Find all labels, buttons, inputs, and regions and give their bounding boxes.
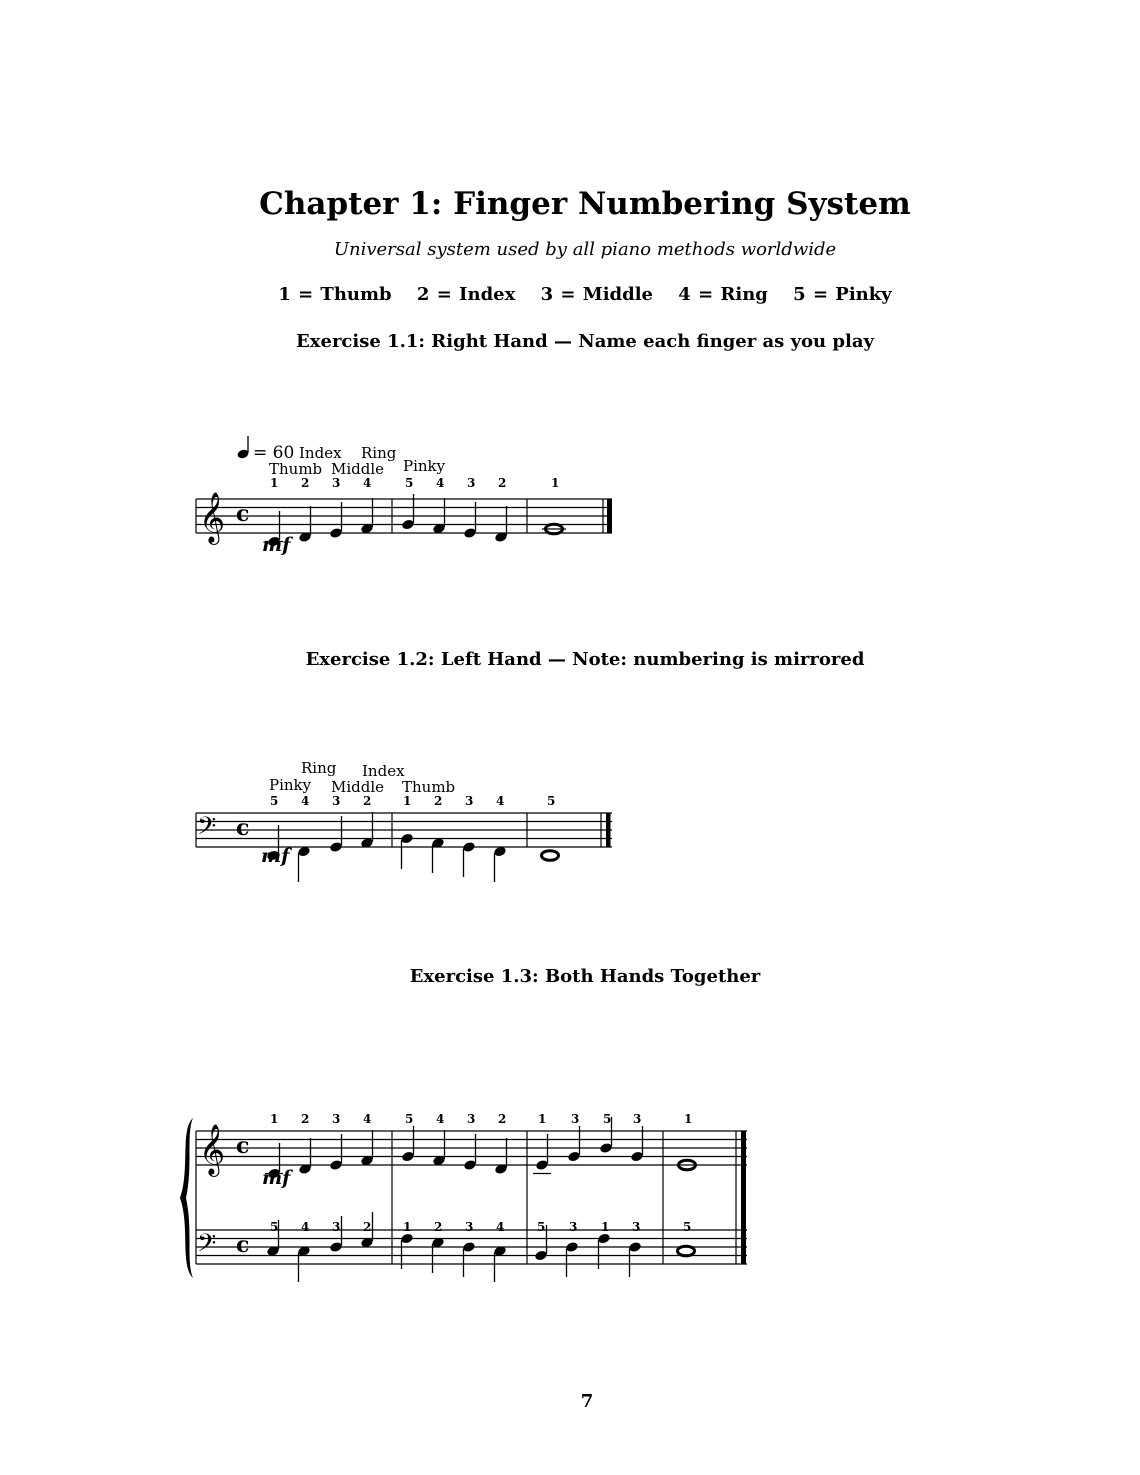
finger-name-label: Thumb <box>402 778 456 796</box>
fingering-number: 1 <box>270 1112 279 1126</box>
legend-item-ring: 4 = Ring <box>678 284 768 305</box>
exercise-1-1-heading: Exercise 1.1: Right Hand — Name each finger as you play <box>296 331 874 352</box>
fingering-number: 3 <box>571 1112 580 1126</box>
fingering-number: 2 <box>363 794 372 808</box>
whole-note-c3 <box>542 851 559 861</box>
treble-fingering <box>270 1112 692 1126</box>
bass-clef-icon: 𝄢 <box>197 812 217 847</box>
common-time-icon: c <box>236 815 250 841</box>
whole-note-c4 <box>542 524 566 534</box>
page-number: 7 <box>580 1391 594 1412</box>
finger-name-label: Pinky <box>403 457 446 475</box>
legend-item-pinky: 5 = Pinky <box>793 284 892 305</box>
brace-icon <box>180 1118 193 1278</box>
fingering-number: 4 <box>436 1112 445 1126</box>
fingering-number: 5 <box>270 794 279 808</box>
fingering-number: 4 <box>496 1220 505 1234</box>
treble-clef-icon: 𝄞 <box>199 1124 226 1175</box>
finger-name-label: Middle <box>331 460 385 478</box>
common-time-icon: c <box>236 1232 250 1258</box>
finger-name-label: Middle <box>331 778 385 796</box>
fingering-number: 1 <box>403 794 412 808</box>
fingering-number: 1 <box>538 1112 547 1126</box>
fingering-number: 5 <box>547 794 556 808</box>
note-e3 <box>462 1241 476 1277</box>
treble-clef-icon: 𝄞 <box>199 492 226 543</box>
finger-name-label: Pinky <box>269 776 312 794</box>
tempo-text: = 60 <box>253 443 295 463</box>
fingering-number: 4 <box>436 476 445 490</box>
legend-item-thumb: 1 = Thumb <box>278 284 392 305</box>
fingering-number: 1 <box>403 1220 412 1234</box>
fingering-number: 3 <box>633 1112 642 1126</box>
finger-name-label: Index <box>362 762 405 780</box>
tempo-marking <box>236 436 294 463</box>
finger-name-label: Ring <box>361 444 397 462</box>
fingering-number: 3 <box>332 794 341 808</box>
finger-name-label: Ring <box>301 759 337 777</box>
note-e3 <box>565 1241 579 1277</box>
fingering-number: 1 <box>684 1112 693 1126</box>
fingering-number: 1 <box>551 476 560 490</box>
fingering-number: 3 <box>569 1220 578 1234</box>
fingering-number: 4 <box>301 1220 310 1234</box>
dynamic-mf: mf <box>262 534 291 556</box>
chapter-title: Chapter 1: Finger Numbering System <box>259 186 911 222</box>
note-f3 <box>431 1237 445 1273</box>
fingering-number: 2 <box>363 1220 372 1234</box>
note-e3 <box>628 1241 642 1277</box>
finger-name-label: Thumb <box>269 460 323 478</box>
fingering-number: 3 <box>465 794 474 808</box>
exercise-1-3-heading: Exercise 1.3: Both Hands Together <box>409 966 761 987</box>
fingering-number: 3 <box>332 476 341 490</box>
note-d3 <box>493 846 507 882</box>
chapter-subtitle: Universal system used by all piano methods worldwide <box>333 239 837 260</box>
common-time-icon: c <box>236 1133 250 1159</box>
fingering-number: 2 <box>498 1112 507 1126</box>
fingering-number: 2 <box>301 1112 310 1126</box>
fingering-number: 3 <box>467 476 476 490</box>
fingering-number: 2 <box>434 1220 443 1234</box>
fingering-number: 5 <box>270 1220 279 1234</box>
common-time-icon: c <box>236 501 250 527</box>
fingering-number: 4 <box>301 794 310 808</box>
fingering-number: 5 <box>683 1220 692 1234</box>
exercise-1-2-heading: Exercise 1.2: Left Hand — Note: numbering is mirrored <box>305 649 865 670</box>
fingering-number: 4 <box>363 1112 372 1126</box>
legend-item-index: 2 = Index <box>416 284 516 305</box>
fingering-number: 3 <box>632 1220 641 1234</box>
note-f3 <box>431 837 445 873</box>
note-d3 <box>297 846 311 882</box>
dynamic-mf: mf <box>262 1167 291 1189</box>
fingering-number: 1 <box>601 1220 610 1234</box>
dynamic-mf: mf <box>261 845 290 867</box>
fingering-number: 1 <box>270 476 279 490</box>
fingering-number: 3 <box>332 1112 341 1126</box>
fingering-number: 2 <box>498 476 507 490</box>
fingering-number: 4 <box>363 476 372 490</box>
finger-name-label: Index <box>299 444 342 462</box>
fingering-number: 2 <box>434 794 443 808</box>
legend-item-middle: 3 = Middle <box>540 284 653 305</box>
fingering-number: 5 <box>537 1220 546 1234</box>
fingering-number: 3 <box>467 1112 476 1126</box>
bass-clef-icon: 𝄢 <box>197 1229 217 1264</box>
fingering-number: 3 <box>465 1220 474 1234</box>
fingering-number: 2 <box>301 476 310 490</box>
fingering-number: 4 <box>496 794 505 808</box>
whole-note-c3 <box>678 1246 695 1256</box>
bass-fingering <box>270 1220 691 1234</box>
fingering-number: 5 <box>603 1112 612 1126</box>
note-g3 <box>400 833 414 869</box>
fingering-number: 3 <box>332 1220 341 1234</box>
note-e3 <box>462 841 476 877</box>
fingering-number: 5 <box>405 1112 414 1126</box>
fingering-number: 5 <box>405 476 414 490</box>
